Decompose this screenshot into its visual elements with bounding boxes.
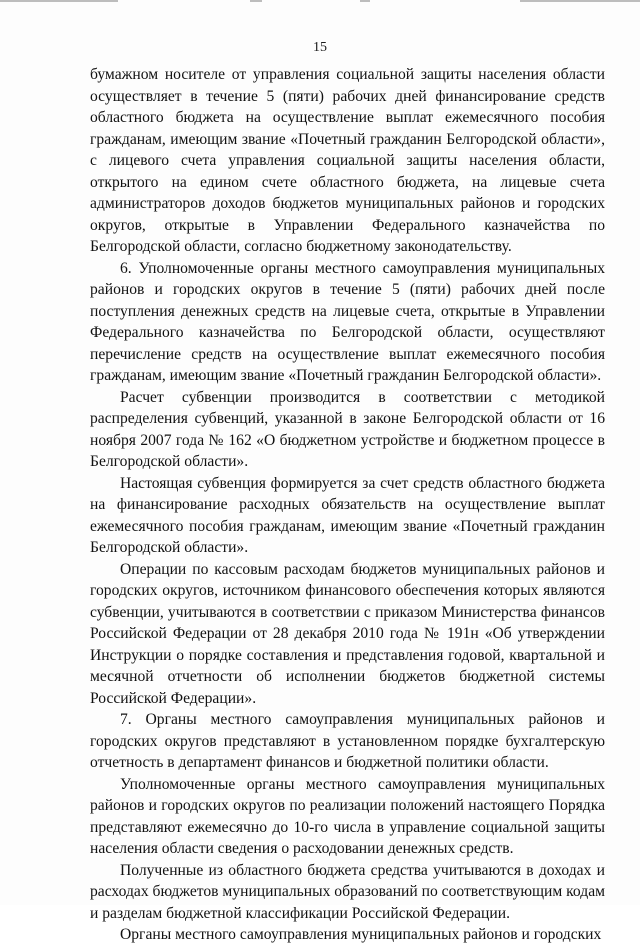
paragraph-5: Операции по кассовым расходам бюджетов муниципальных районов и городских округов, источником финансового обеспечения которых являются субвенции, учитываются в соответствии с приказом Министерства финансов Российской Федерации от 28 декабря 2010 года № 191н «Об утверждении Инструкции о порядке составления и представления годовой, квартальной и месячной отчетности об исполнении бюджетов бюджетной системы Российской Федерации». xyxy=(90,560,605,707)
paragraph-4: Настоящая субвенция формируется за счет средств областного бюджета на финансирование расходных обязательств на осуществление выплат ежемесячного пособия гражданам, имеющим звание «Почетный гражданин Белгородской области». xyxy=(90,474,605,556)
paragraph-2: 6. Уполномоченные органы местного самоуправления муниципальных районов и городских округов в течение 5 (пяти) рабочих дней после поступления денежных средств на лицевые счета, открытые в Управлении Федерального казначейства по Белгородской области, осуществляют перечисление средств на осуществление выплат ежемесячного пособия гражданам, имеющим звание «Почетный гражданин Белгородской области». xyxy=(90,259,605,384)
scan-edge-marks xyxy=(0,0,640,4)
document-body xyxy=(90,64,605,946)
paragraph-9: Органы местного самоуправления муниципальных районов и городских xyxy=(120,926,602,943)
page-number: 15 xyxy=(313,40,327,55)
paragraph-1: бумажном носителе от управления социальной защиты населения области осуществляет в течение 5 (пяти) рабочих дней финансирование средств областного бюджета на осуществление выплат ежемесячного пособия гражданам, имеющим звание «Почетный гражданин Белгородской области», с лицевого счета управления социальной защиты населения области, открытого на едином счете областного бюджета, на лицевые счета администраторов доходов бюджетов муниципальных районов и городских округов, открытые в Управлении Федерального казначейства по Белгородской области, согласно бюджетному законодательству. xyxy=(90,66,605,255)
paragraph-3: Расчет субвенции производится в соответствии с методикой распределения субвенций, указанной в законе Белгородской области от 16 ноября 2007 года № 162 «О бюджетном устройстве и бюджетном процессе в Белгородской области». xyxy=(90,388,605,470)
paragraph-8: Полученные из областного бюджета средства учитываются в доходах и расходах бюджетов муниципальных образований по соответствующим кодам и разделам бюджетной классификации Российской Федерации. xyxy=(90,861,605,922)
paragraph-6: 7. Органы местного самоуправления муниципальных районов и городских округов представляют в установленном порядке бухгалтерскую отчетность в департамент финансов и бюджетной политики области. xyxy=(90,711,605,771)
paragraph-7: Уполномоченные органы местного самоуправления муниципальных районов и городских округов по реализации положений настоящего Порядка представляют ежемесячно до 10-го числа в управление социальной защиты населения области сведения о расходовании денежных средств. xyxy=(90,775,605,857)
